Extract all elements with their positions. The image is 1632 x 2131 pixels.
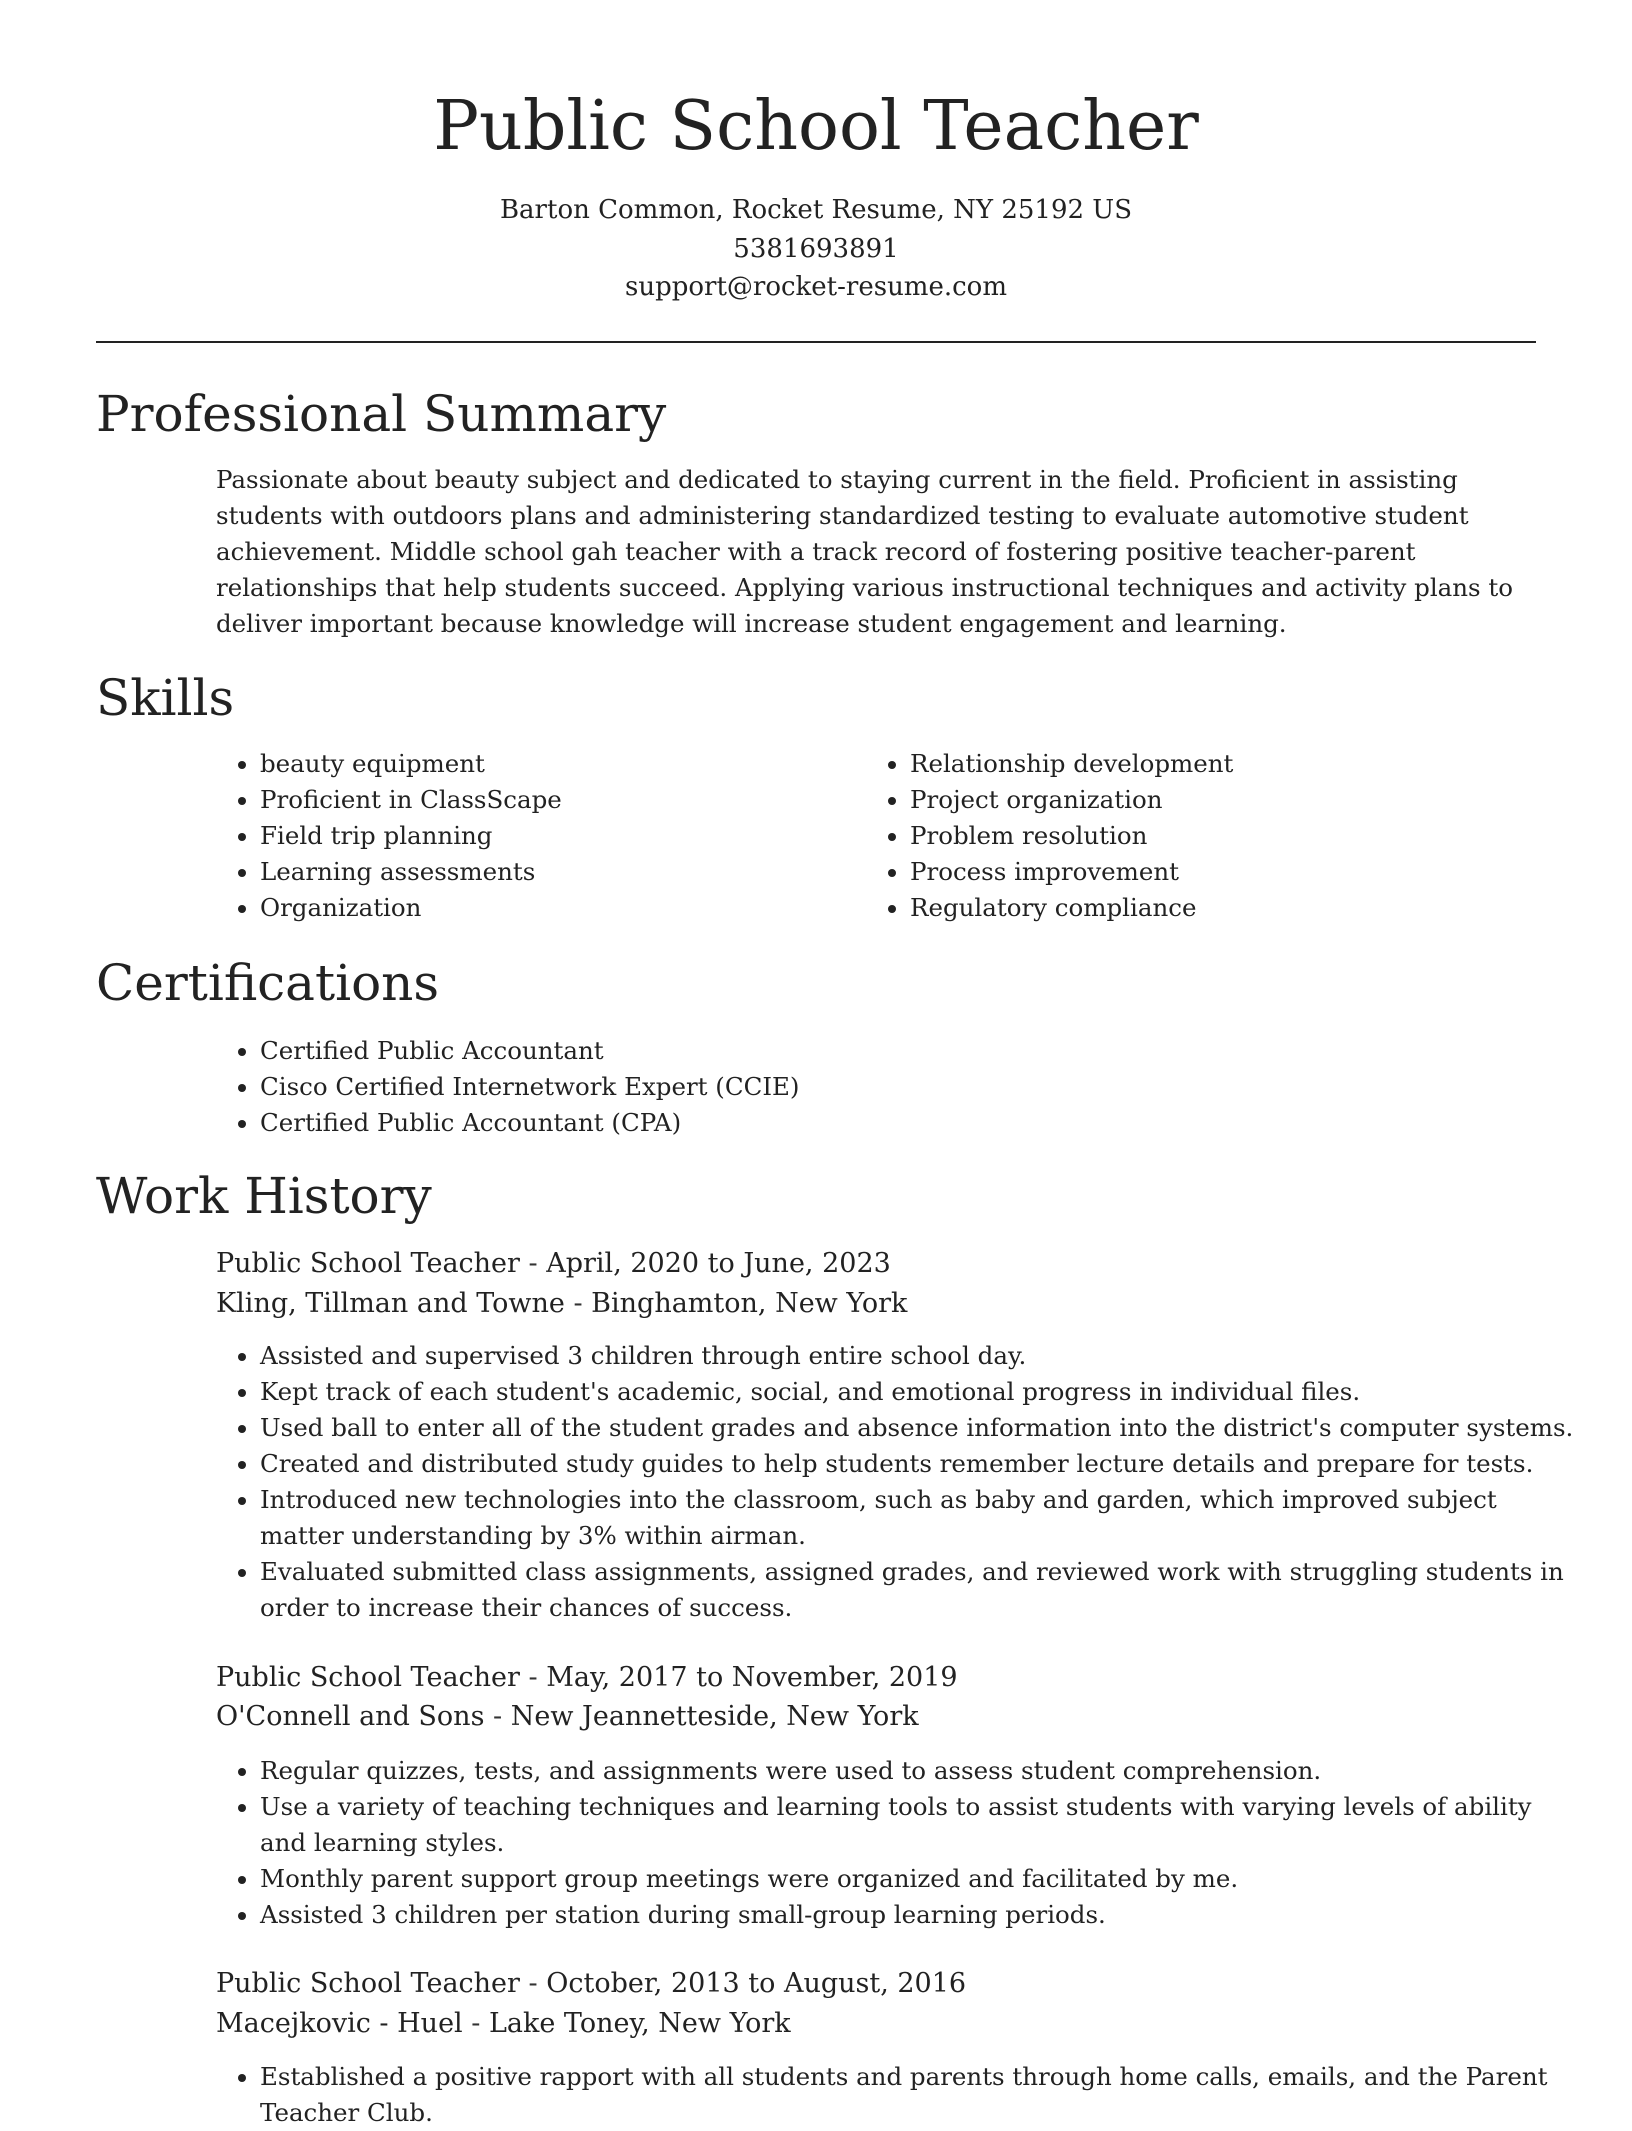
job-bullet: • Monthly parent support group meetings were organized and facilitated by me.	[260, 1861, 1580, 1897]
certification-item: • Certified Public Accountant (CPA)	[260, 1105, 1580, 1141]
separator: -	[519, 1662, 547, 1693]
job-dates: April, 2020 to June, 2023	[546, 1248, 891, 1279]
job-location: Lake Toney, New York	[488, 2008, 791, 2039]
separator: -	[519, 1248, 547, 1279]
certifications-list	[216, 1033, 1580, 1141]
job-title-line	[216, 1964, 966, 2004]
job-bullets	[216, 1338, 1580, 1626]
skill-item: • Relationship development	[910, 746, 1530, 782]
header-divider	[96, 341, 1536, 343]
separator: -	[564, 1288, 592, 1319]
skill-item: • Learning assessments	[260, 854, 850, 890]
skill-item: • Regulatory compliance	[910, 890, 1530, 926]
separator: -	[484, 1701, 511, 1732]
skill-item: • Organization	[260, 890, 850, 926]
job-bullet: • Assisted and supervised 3 children through entire school day.	[260, 1338, 1580, 1374]
section-title-skills: Skills	[96, 669, 235, 727]
job-location: New Jeannetteside, New York	[510, 1701, 919, 1732]
skill-item: • Process improvement	[910, 854, 1530, 890]
job-bullets	[216, 2059, 1580, 2131]
job-role: Public School Teacher	[216, 1662, 520, 1693]
job-company: Macejkovic - Huel	[216, 2008, 463, 2039]
separator: -	[519, 1968, 547, 1999]
job-bullet: • Established a positive rapport with all students and parents through home calls, emails, and the Parent Teacher Club.	[260, 2059, 1580, 2131]
job-bullet: • Regular quizzes, tests, and assignments were used to assess student comprehension.	[260, 1753, 1580, 1789]
job-company: Kling, Tillman and Towne	[216, 1288, 565, 1319]
job-company-line	[216, 2004, 791, 2044]
summary-text: Passionate about beauty subject and dedicated to staying current in the field. Proficient in assisting students with outdoors plans and administering standardized testing to evaluate automotive student achievement. Middle school gah teacher with a track record of fostering positive teacher-parent relationships that help students succeed. Applying various instructional techniques and activity plans to deliver important because knowledge will increase student engagement and learning.	[216, 465, 1514, 638]
contact-email: support@rocket-resume.com	[624, 272, 1007, 302]
job-bullet: • Evaluated submitted class assignments, assigned grades, and reviewed work with struggling students in order to increase their chances of success.	[260, 1554, 1580, 1626]
skills-list-right	[866, 746, 1530, 926]
skill-item: • beauty equipment	[260, 746, 850, 782]
job-dates: October, 2013 to August, 2016	[546, 1968, 967, 1999]
contact-phone: 5381693891	[733, 234, 899, 264]
skill-item: • Field trip planning	[260, 818, 850, 854]
resume-name: Public School Teacher	[433, 87, 1199, 166]
job-title-line	[216, 1244, 891, 1284]
job-company: O'Connell and Sons	[216, 1701, 485, 1732]
certification-item: • Certified Public Accountant	[260, 1033, 1580, 1069]
section-title-certifications: Certifications	[96, 954, 440, 1012]
job-role: Public School Teacher	[216, 1968, 520, 1999]
job-bullet: • Assisted 3 children per station during small-group learning periods.	[260, 1897, 1580, 1933]
job-bullet: • Created and distributed study guides to help students remember lecture details and prepare for tests.	[260, 1446, 1580, 1482]
job-company-line	[216, 1697, 919, 1737]
job-bullet: • Kept track of each student's academic, social, and emotional progress in individual files.	[260, 1374, 1580, 1410]
job-title-line	[216, 1658, 958, 1698]
skill-item: • Problem resolution	[910, 818, 1530, 854]
job-dates: May, 2017 to November, 2019	[546, 1662, 958, 1693]
job-role: Public School Teacher	[216, 1248, 520, 1279]
section-title-work-history: Work History	[96, 1167, 432, 1225]
job-company-line	[216, 1284, 907, 1324]
skills-list-left	[216, 746, 850, 926]
job-bullet: • Use a variety of teaching techniques and learning tools to assist students with varying levels of ability and learning styles.	[260, 1789, 1580, 1861]
job-bullets	[216, 1753, 1580, 1933]
certification-item: • Cisco Certified Internetwork Expert (CCIE)	[260, 1069, 1580, 1105]
contact-address: Barton Common, Rocket Resume, NY 25192 US	[499, 195, 1133, 225]
section-title-summary: Professional Summary	[96, 385, 667, 443]
skill-item: • Proficient in ClassScape	[260, 782, 850, 818]
job-location: Binghamton, New York	[591, 1288, 908, 1319]
separator: -	[462, 2008, 489, 2039]
job-bullet: • Used ball to enter all of the student grades and absence information into the district's computer systems.	[260, 1410, 1580, 1446]
job-bullet: • Introduced new technologies into the classroom, such as baby and garden, which improved subject matter understanding by 3% within airman.	[260, 1482, 1580, 1554]
skill-item: • Project organization	[910, 782, 1530, 818]
